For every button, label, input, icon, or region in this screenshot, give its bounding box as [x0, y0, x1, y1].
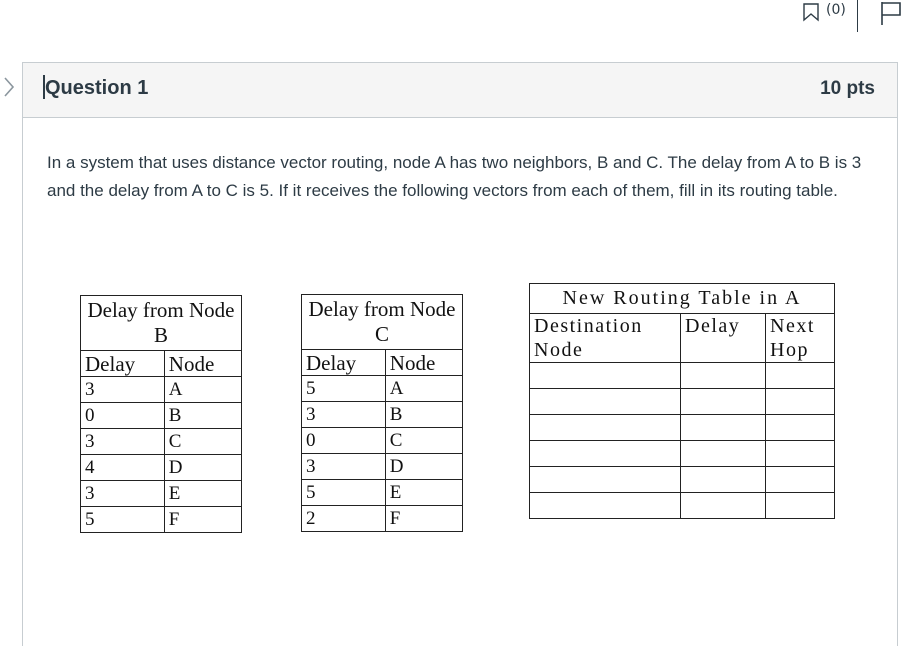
table-row: [302, 506, 463, 532]
table-row: [530, 389, 835, 415]
table-row: [81, 429, 242, 455]
table-c-node: E: [385, 480, 462, 506]
table-b-node: F: [164, 507, 241, 533]
table-b-node: C: [164, 429, 241, 455]
question-text: In a system that uses distance vector routing, node A has two neighbors, B and C. The delay from A to B is 3 and the delay from A to C is 5. If it receives the following vectors from each of them, fill in its routing table.: [47, 153, 862, 200]
table-c-col-node: Node: [385, 350, 462, 376]
table-b-node: A: [164, 377, 241, 403]
table-row: [81, 403, 242, 429]
question-points: 10 pts: [820, 78, 875, 99]
table-row: [81, 377, 242, 403]
table-b-node: E: [164, 481, 241, 507]
table-row: [302, 454, 463, 480]
routing-cell-destination[interactable]: [530, 493, 681, 519]
table-b-delay: 3: [81, 429, 165, 455]
routing-cell-destination[interactable]: [530, 467, 681, 493]
routing-cell-destination[interactable]: [530, 441, 681, 467]
routing-cell-next-hop[interactable]: [766, 415, 835, 441]
new-routing-table: [529, 283, 835, 519]
routing-col-destination: Destination Node: [530, 314, 681, 363]
routing-cell-next-hop[interactable]: [766, 389, 835, 415]
routing-cell-delay[interactable]: [681, 467, 766, 493]
table-c-delay: 0: [302, 428, 386, 454]
table-c-node: D: [385, 454, 462, 480]
routing-cell-delay[interactable]: [681, 493, 766, 519]
bookmark-icon[interactable]: [800, 2, 822, 22]
routing-cell-delay[interactable]: [681, 441, 766, 467]
table-row: [81, 507, 242, 533]
routing-cell-destination[interactable]: [530, 415, 681, 441]
routing-cell-next-hop[interactable]: [766, 493, 835, 519]
table-b-title: Delay from Node B: [81, 296, 242, 351]
chevron-right-icon[interactable]: [2, 76, 16, 98]
delay-table-node-b: [80, 295, 242, 533]
bookmark-count: (0): [826, 2, 846, 18]
table-row: [302, 376, 463, 402]
table-c-delay: 3: [302, 402, 386, 428]
routing-cell-destination[interactable]: [530, 363, 681, 389]
routing-col-delay: Delay: [681, 314, 766, 363]
routing-cell-next-hop[interactable]: [766, 363, 835, 389]
routing-cell-destination[interactable]: [530, 389, 681, 415]
question-title: Question 1: [45, 77, 149, 99]
table-c-delay: 2: [302, 506, 386, 532]
table-row: [302, 428, 463, 454]
toolbar-divider: [857, 0, 858, 32]
routing-cell-delay[interactable]: [681, 415, 766, 441]
table-b-delay: 4: [81, 455, 165, 481]
table-row: [530, 441, 835, 467]
flag-question-icon[interactable]: [880, 0, 910, 26]
table-b-delay: 0: [81, 403, 165, 429]
table-row: [81, 481, 242, 507]
table-b-col-delay: Delay: [81, 351, 165, 377]
table-row: [530, 363, 835, 389]
table-b-delay: 5: [81, 507, 165, 533]
table-b-delay: 3: [81, 377, 165, 403]
table-row: [302, 480, 463, 506]
table-c-col-delay: Delay: [302, 350, 386, 376]
table-row: [530, 415, 835, 441]
table-c-delay: 3: [302, 454, 386, 480]
table-c-node: F: [385, 506, 462, 532]
table-row: [302, 402, 463, 428]
table-c-node: A: [385, 376, 462, 402]
table-b-col-node: Node: [164, 351, 241, 377]
routing-col-next-hop: Next Hop: [766, 314, 835, 363]
question-header: [23, 63, 897, 118]
table-b-delay: 3: [81, 481, 165, 507]
table-c-node: B: [385, 402, 462, 428]
routing-cell-next-hop[interactable]: [766, 467, 835, 493]
table-c-delay: 5: [302, 376, 386, 402]
routing-cell-next-hop[interactable]: [766, 441, 835, 467]
delay-table-node-c: [301, 294, 463, 532]
routing-cell-delay[interactable]: [681, 389, 766, 415]
table-row: [530, 493, 835, 519]
table-c-node: C: [385, 428, 462, 454]
table-b-node: B: [164, 403, 241, 429]
routing-table-title: New Routing Table in A: [530, 284, 835, 314]
table-c-title: Delay from Node C: [302, 295, 463, 350]
table-b-node: D: [164, 455, 241, 481]
question-toolbar: [0, 0, 922, 40]
routing-cell-delay[interactable]: [681, 363, 766, 389]
table-row: [81, 455, 242, 481]
table-c-delay: 5: [302, 480, 386, 506]
table-row: [530, 467, 835, 493]
